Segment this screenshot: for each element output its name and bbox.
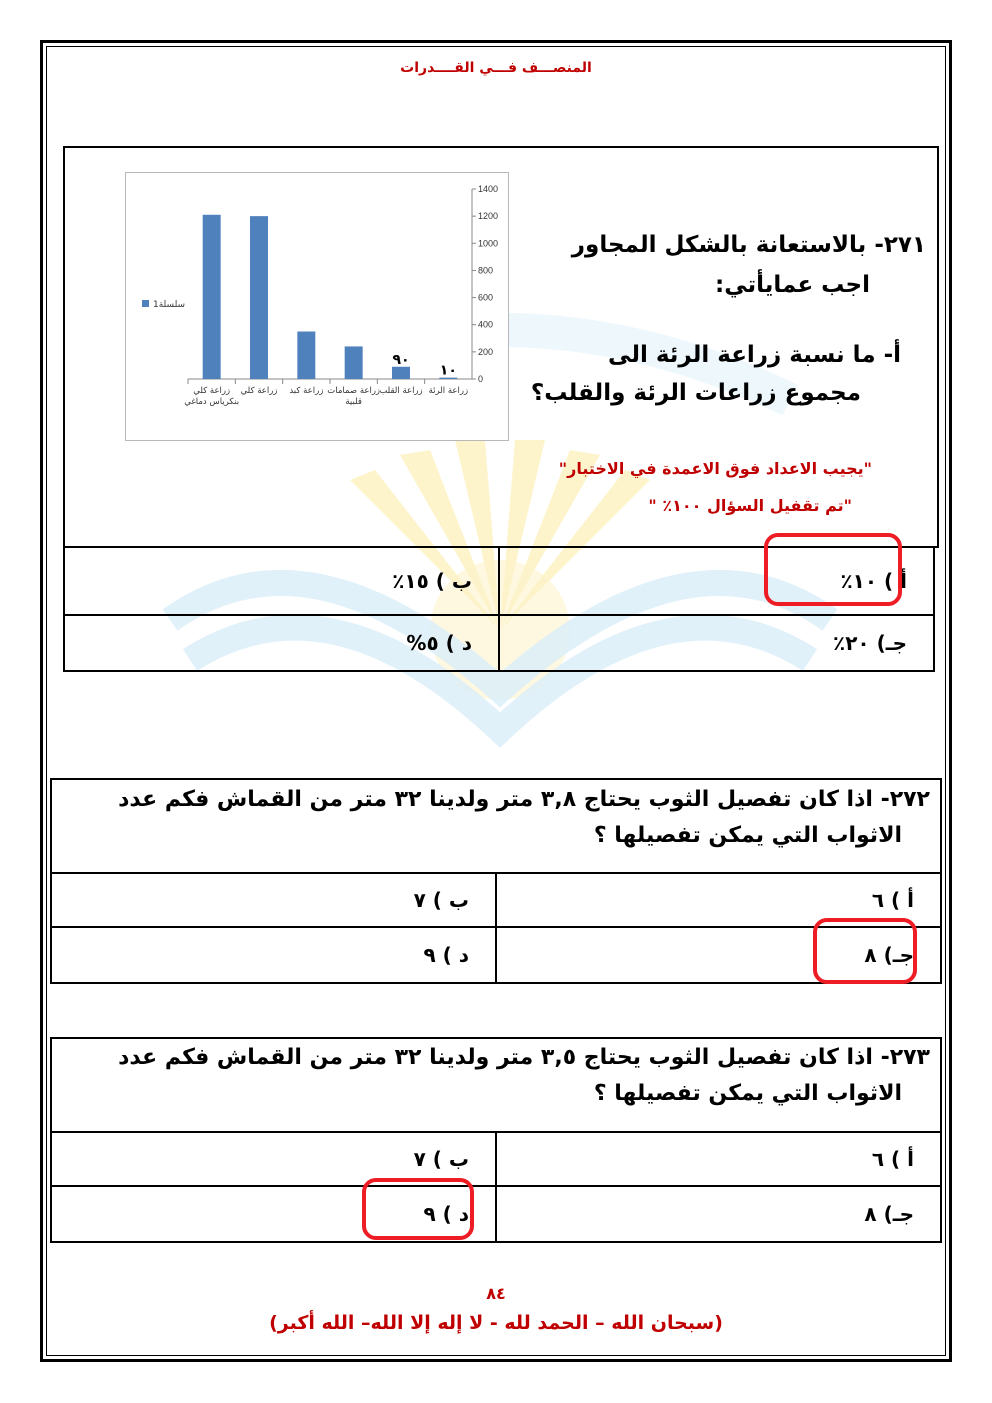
q271-line2: اجب عمايأتي: (715, 272, 870, 298)
x-category-label: زراعة صمامات (327, 386, 381, 396)
q271-line3: أ- ما نسبة زراعة الرئة الى (608, 342, 901, 368)
q272-option-b[interactable]: ب ) ٧ (51, 873, 496, 927)
y-tick-label: 600 (478, 292, 494, 303)
q273-option-c[interactable]: جـ) ٨ (496, 1186, 941, 1242)
answer-circle-q271 (764, 533, 902, 606)
q271-option-a[interactable]: أ ) ١٠٪ (499, 547, 934, 615)
chart-box (125, 172, 509, 441)
answer-circle-q273 (362, 1178, 474, 1240)
legend-label: سلسلة1 (153, 300, 186, 310)
q272-line2: الاثواب التي يمكن تفصيلها ؟ (593, 823, 902, 848)
page-number: ٨٤ (486, 1284, 506, 1303)
q271-option-c[interactable]: جـ) ٢٠٪ (499, 615, 934, 671)
q273-line1: ٢٧٣- اذا كان تفصيل الثوب يحتاج ٣,٥ متر ولدينا ٣٢ متر من القماش فكم عدد (118, 1045, 930, 1070)
q273-option-a[interactable]: أ ) ٦ (496, 1132, 941, 1186)
data-label: ٩٠ (392, 351, 410, 368)
y-tick-label: 1200 (478, 211, 499, 222)
q271-line4: مجموع زراعات الرئة والقلب؟ (530, 380, 861, 406)
bar (297, 332, 315, 380)
q271-option-d[interactable]: د ) ٥% (64, 615, 499, 671)
q272-answers (50, 872, 942, 984)
bar (392, 367, 410, 379)
data-label: ١٠ (439, 362, 457, 379)
x-category-label: زراعة القلب (379, 386, 423, 396)
y-tick-label: 0 (478, 374, 484, 384)
q273-option-d[interactable]: د ) ٩ (51, 1186, 496, 1242)
q271-option-b[interactable]: ب ) ١٥٪ (64, 547, 499, 615)
y-tick-label: 1000 (478, 238, 499, 249)
q271-line1: ٢٧١- بالاستعانة بالشكل المجاور (571, 232, 926, 258)
q272-option-a[interactable]: أ ) ٦ (496, 873, 941, 927)
q272-option-c[interactable]: جـ) ٨ (496, 927, 941, 983)
q273-option-b[interactable]: ب ) ٧ (51, 1132, 496, 1186)
page-header: المنصـــف فـــي القــــدرات (400, 60, 592, 76)
q271-note2: "تم تقفيل السؤال ١٠٠٪ " (648, 496, 852, 515)
answer-circle-q272 (813, 918, 917, 984)
y-tick-label: 800 (478, 265, 494, 276)
q271-note1: "يجيب الاعداد فوق الاعمدة في الاختبار" (558, 459, 872, 478)
bar (203, 215, 221, 379)
y-tick-label: 400 (478, 319, 494, 330)
bar (345, 346, 363, 379)
x-category-label: بنكرياس دماغي (184, 397, 240, 407)
y-tick-label: 1400 (478, 184, 499, 194)
q273-line2: الاثواب التي يمكن تفصيلها ؟ (593, 1081, 902, 1106)
x-category-label: زراعة كلي (240, 386, 278, 396)
q272-option-d[interactable]: د ) ٩ (51, 927, 496, 983)
bar-chart (126, 173, 508, 440)
x-category-label: زراعة كبد (289, 386, 324, 396)
y-tick-label: 200 (478, 346, 494, 357)
footer-dhikr: (سبحان الله – الحمد لله - لا إله إلا الله– الله أكبر) (269, 1312, 723, 1334)
x-category-label: قلبية (345, 397, 362, 407)
bar (250, 216, 268, 379)
x-category-label: زراعة كلي (193, 386, 231, 396)
x-category-label: زراعة الرئة (428, 386, 469, 396)
q272-line1: ٢٧٢- اذا كان تفصيل الثوب يحتاج ٣,٨ متر ولدينا ٣٢ متر من القماش فكم عدد (118, 787, 930, 812)
legend-swatch (142, 300, 149, 307)
q273-answers (50, 1131, 942, 1243)
